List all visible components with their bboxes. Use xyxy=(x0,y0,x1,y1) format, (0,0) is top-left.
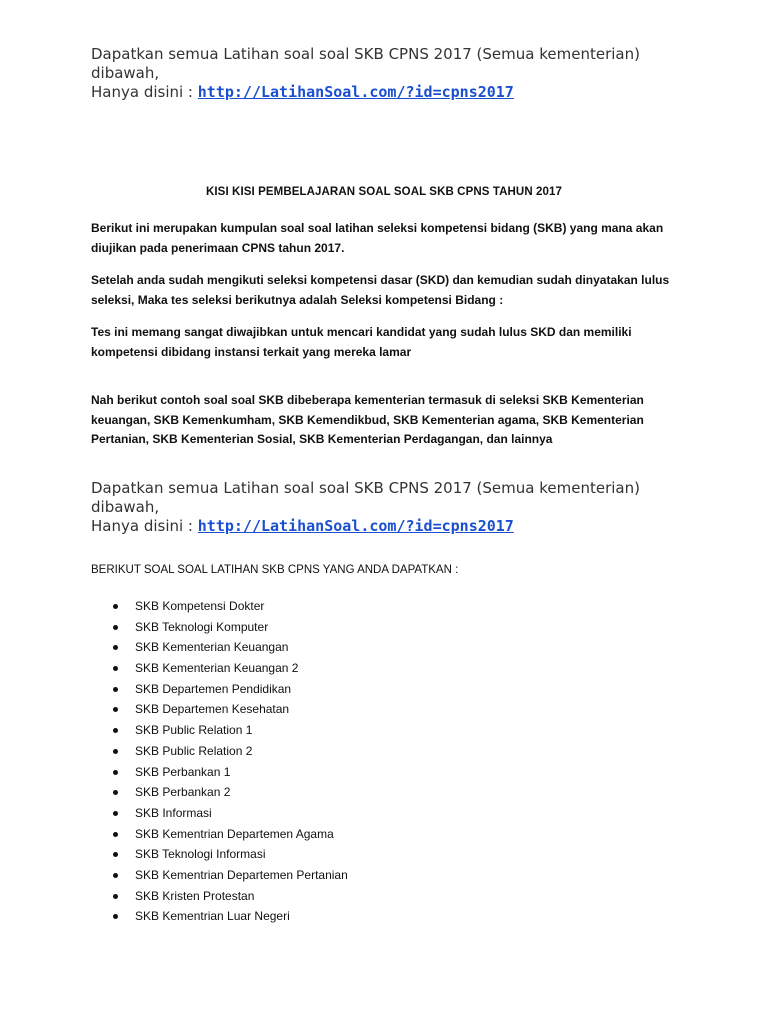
list-item: SKB Teknologi Informasi xyxy=(110,844,348,865)
promo-prefix: Hanya disini : xyxy=(91,83,198,101)
paragraph-skd: Setelah anda sudah mengikuti seleksi kompetensi dasar (SKD) dan kemudian sudah dinyatakan lulus seleksi, Maka tes seleksi berikutnya adalah Seleksi kompetensi Bidang : xyxy=(91,273,670,307)
list-item: SKB Perbankan 1 xyxy=(110,762,348,783)
document-title: KISI KISI PEMBELAJARAN SOAL SOAL SKB CPNS TAHUN 2017 xyxy=(205,186,562,198)
promo-prefix: Hanya disini : xyxy=(91,517,198,535)
list-item: SKB Teknologi Komputer xyxy=(110,617,348,638)
list-item: SKB Kompetensi Dokter xyxy=(110,596,348,617)
list-item: SKB Public Relation 1 xyxy=(110,720,348,741)
list-item: SKB Kristen Protestan xyxy=(110,886,348,907)
list-title: BERIKUT SOAL SOAL LATIHAN SKB CPNS YANG ANDA DAPATKAN : xyxy=(91,564,459,576)
promo-link[interactable]: http://LatihanSoal.com/?id=cpns2017 xyxy=(197,517,514,535)
promo-text: Dapatkan semua Latihan soal soal SKB CPNS 2017 (Semua kementerian) dibawah, xyxy=(91,479,640,516)
list-item: SKB Departemen Kesehatan xyxy=(110,699,348,720)
list-item: SKB Kementrian Luar Negeri xyxy=(110,906,348,927)
list-item: SKB Kementerian Keuangan xyxy=(110,637,348,658)
promo-link[interactable]: http://LatihanSoal.com/?id=cpns2017 xyxy=(197,83,514,101)
paragraph-requirement: Tes ini memang sangat diwajibkan untuk mencari kandidat yang sudah lulus SKD dan memiliki kompetensi dibidang instansi terkait yang mereka lamar xyxy=(91,325,632,359)
list-item: SKB Informasi xyxy=(110,803,348,824)
list-item: SKB Kementerian Keuangan 2 xyxy=(110,658,348,679)
list-item: SKB Kementrian Departemen Agama xyxy=(110,824,348,845)
list-item: SKB Perbankan 2 xyxy=(110,782,348,803)
list-item: SKB Departemen Pendidikan xyxy=(110,679,348,700)
list-item: SKB Kementrian Departemen Pertanian xyxy=(110,865,348,886)
promo-block-bottom xyxy=(91,479,711,536)
promo-link-line xyxy=(91,83,711,102)
promo-block-top xyxy=(91,45,711,102)
skb-list xyxy=(110,596,348,927)
promo-link-line xyxy=(91,517,711,536)
paragraph-intro: Berikut ini merupakan kumpulan soal soal latihan seleksi kompetensi bidang (SKB) yang mana akan diujikan pada penerimaan CPNS tahun 2017. xyxy=(91,221,664,255)
paragraph-examples: Nah berikut contoh soal soal SKB dibeberapa kementerian termasuk di seleksi SKB Kementerian keuangan, SKB Kemenkumham, SKB Kemendikbud, SKB Kementerian agama, SKB Kementerian Pertanian, SKB Kementerian Sosial, SKB Kementerian Perdagangan, dan lainnya xyxy=(91,393,644,446)
list-item: SKB Public Relation 2 xyxy=(110,741,348,762)
promo-text: Dapatkan semua Latihan soal soal SKB CPNS 2017 (Semua kementerian) dibawah, xyxy=(91,45,640,82)
